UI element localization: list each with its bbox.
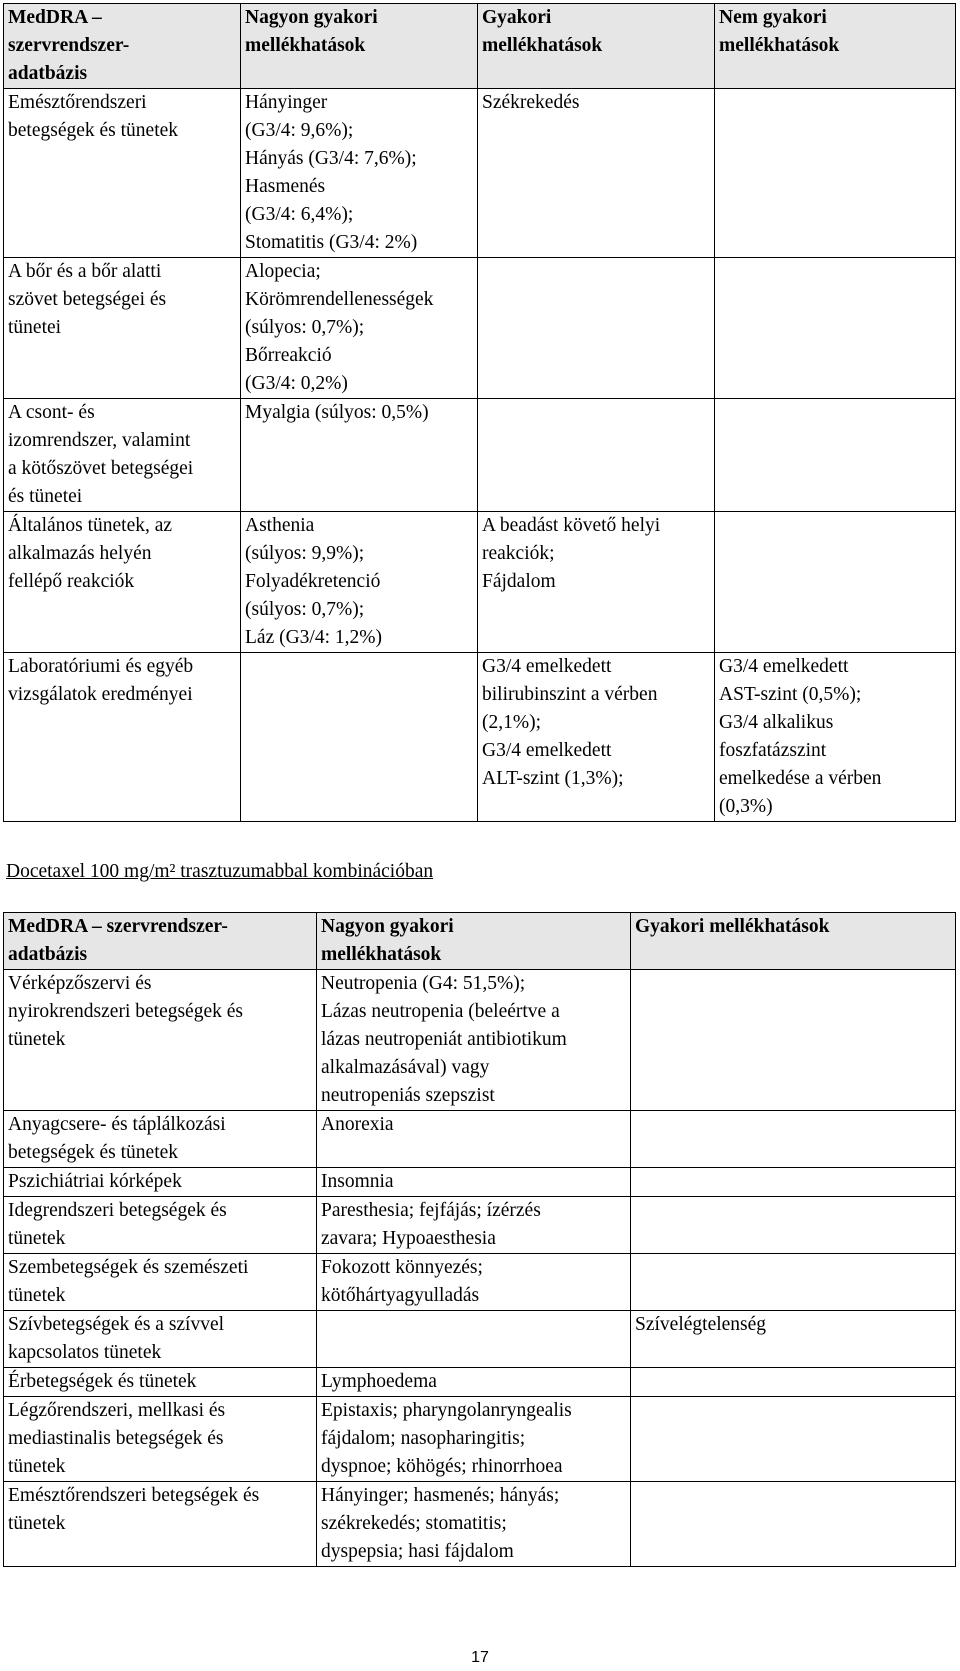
cell-line: dyspepsia; hasi fájdalom bbox=[321, 1541, 514, 1562]
cell-line: emelkedése a vérben bbox=[719, 768, 882, 789]
table-row bbox=[4, 512, 956, 653]
cell-line: bilirubinszint a vérben bbox=[482, 684, 658, 705]
header-common bbox=[478, 4, 715, 89]
header-very-common bbox=[317, 913, 631, 970]
table-header-row bbox=[4, 913, 956, 970]
cell-line: kötőhártyagyulladás bbox=[321, 1285, 480, 1306]
cell-line: (súlyos: 9,9%); bbox=[245, 543, 365, 564]
table-cell bbox=[241, 89, 478, 258]
table-cell bbox=[715, 258, 956, 399]
cell-line: adatbázis bbox=[8, 944, 88, 965]
row-category-cell bbox=[4, 1254, 317, 1311]
table-cell bbox=[478, 89, 715, 258]
cell-line: Székrekedés bbox=[482, 92, 580, 113]
cell-line: Általános tünetek, az bbox=[8, 515, 173, 536]
cell-line: A beadást követő helyi bbox=[482, 515, 661, 536]
cell-line: és tünetei bbox=[8, 486, 83, 507]
cell-line: G3/4 alkalikus bbox=[719, 712, 834, 733]
table-cell bbox=[478, 258, 715, 399]
cell-line: Alopecia; bbox=[245, 261, 321, 282]
table-cell bbox=[631, 1397, 956, 1482]
cell-line: Lázas neutropenia (beleértve a bbox=[321, 1001, 560, 1022]
row-category-cell bbox=[4, 258, 241, 399]
row-category-cell bbox=[4, 1482, 317, 1567]
table-cell bbox=[317, 1111, 631, 1168]
table-row bbox=[4, 1311, 956, 1368]
header-uncommon bbox=[715, 4, 956, 89]
cell-line: szövet betegségei és bbox=[8, 289, 167, 310]
cell-line: Gyakori bbox=[482, 7, 552, 28]
table-row bbox=[4, 653, 956, 822]
table-row bbox=[4, 1368, 956, 1397]
cell-line: ALT-szint (1,3%); bbox=[482, 768, 624, 789]
cell-line: Anorexia bbox=[321, 1114, 394, 1135]
cell-line: Lymphoedema bbox=[321, 1371, 437, 1392]
header-meddra bbox=[4, 913, 317, 970]
cell-line: Emésztőrendszeri bbox=[8, 92, 147, 113]
cell-line: MedDRA – szervrendszer- bbox=[8, 916, 228, 937]
table-row bbox=[4, 89, 956, 258]
cell-line: neutropeniás szepszist bbox=[321, 1085, 495, 1106]
row-category-cell bbox=[4, 1168, 317, 1197]
row-category-cell bbox=[4, 1397, 317, 1482]
table-cell bbox=[715, 512, 956, 653]
cell-line: AST-szint (0,5%); bbox=[719, 684, 862, 705]
cell-line: Neutropenia (G4: 51,5%); bbox=[321, 973, 526, 994]
table-row bbox=[4, 399, 956, 512]
cell-line: Myalgia (súlyos: 0,5%) bbox=[245, 402, 429, 423]
page-number: 17 bbox=[471, 1649, 489, 1666]
table-cell bbox=[241, 258, 478, 399]
table-cell bbox=[478, 653, 715, 822]
adverse-reactions-table-1 bbox=[3, 3, 956, 822]
row-category-cell bbox=[4, 970, 317, 1111]
cell-line: Pszichiátriai kórképek bbox=[8, 1171, 182, 1192]
section-caption: Docetaxel 100 mg/m² trasztuzumabbal kombinációban bbox=[6, 861, 434, 882]
table-cell bbox=[317, 1482, 631, 1567]
cell-line: lázas neutropeniát antibiotikum bbox=[321, 1029, 567, 1050]
cell-line: Nagyon gyakori bbox=[321, 916, 454, 937]
cell-line: Fájdalom bbox=[482, 571, 556, 592]
cell-line: Szembetegségek és szemészeti bbox=[8, 1257, 249, 1278]
adverse-reactions-table-2 bbox=[3, 912, 956, 1567]
table-cell bbox=[241, 399, 478, 512]
cell-line: (G3/4: 9,6%); bbox=[245, 120, 354, 141]
cell-line: foszfatázszint bbox=[719, 740, 827, 761]
table-cell bbox=[631, 970, 956, 1111]
table-cell bbox=[715, 399, 956, 512]
cell-line: Szívelégtelenség bbox=[635, 1314, 767, 1335]
cell-line: Stomatitis (G3/4: 2%) bbox=[245, 232, 418, 253]
table-cell bbox=[478, 512, 715, 653]
cell-line: (0,3%) bbox=[719, 796, 773, 817]
cell-line: Fokozott könnyezés; bbox=[321, 1257, 483, 1278]
row-category-cell bbox=[4, 1368, 317, 1397]
cell-line: alkalmazás helyén bbox=[8, 543, 152, 564]
table-cell bbox=[631, 1311, 956, 1368]
cell-line: Paresthesia; fejfájás; ízérzés bbox=[321, 1200, 541, 1221]
cell-line: Emésztőrendszeri betegségek és bbox=[8, 1485, 260, 1506]
cell-line: a kötőszövet betegségei bbox=[8, 458, 194, 479]
table-row bbox=[4, 1168, 956, 1197]
row-category-cell bbox=[4, 399, 241, 512]
table-cell bbox=[631, 1168, 956, 1197]
row-category-cell bbox=[4, 89, 241, 258]
cell-line: Gyakori mellékhatások bbox=[635, 916, 830, 937]
header-very-common bbox=[241, 4, 478, 89]
table-cell bbox=[715, 89, 956, 258]
cell-line: Bőrreakció bbox=[245, 345, 332, 366]
cell-line: fellépő reakciók bbox=[8, 571, 135, 592]
cell-line: kapcsolatos tünetek bbox=[8, 1342, 162, 1363]
cell-line: tünetek bbox=[8, 1513, 66, 1534]
cell-line: fájdalom; nasopharingitis; bbox=[321, 1428, 526, 1449]
cell-line: (G3/4: 0,2%) bbox=[245, 373, 348, 394]
cell-line: Légzőrendszeri, mellkasi és bbox=[8, 1400, 226, 1421]
cell-line: mellékhatások bbox=[245, 35, 366, 56]
table-cell bbox=[631, 1111, 956, 1168]
table-cell bbox=[241, 653, 478, 822]
cell-line: tünetek bbox=[8, 1285, 66, 1306]
cell-line: Epistaxis; pharyngolanryngealis bbox=[321, 1400, 572, 1421]
cell-line: mellékhatások bbox=[321, 944, 442, 965]
cell-line: Nagyon gyakori bbox=[245, 7, 378, 28]
cell-line: Idegrendszeri betegségek és bbox=[8, 1200, 227, 1221]
cell-line: MedDRA – bbox=[8, 7, 102, 28]
cell-line: Laboratóriumi és egyéb bbox=[8, 656, 194, 677]
table-cell bbox=[317, 1311, 631, 1368]
cell-line: szervrendszer- bbox=[8, 35, 130, 56]
cell-line: Insomnia bbox=[321, 1171, 394, 1192]
cell-line: tünetek bbox=[8, 1029, 66, 1050]
table-cell bbox=[631, 1197, 956, 1254]
cell-line: izomrendszer, valamint bbox=[8, 430, 191, 451]
cell-line: Érbetegségek és tünetek bbox=[8, 1371, 197, 1392]
cell-line: mediastinalis betegségek és bbox=[8, 1428, 224, 1449]
table-body bbox=[4, 970, 956, 1567]
cell-line: A bőr és a bőr alatti bbox=[8, 261, 162, 282]
cell-line: Hányinger; hasmenés; hányás; bbox=[321, 1485, 560, 1506]
cell-line: Asthenia bbox=[245, 515, 315, 536]
cell-line: Nem gyakori bbox=[719, 7, 827, 28]
table-cell bbox=[631, 1368, 956, 1397]
cell-line: mellékhatások bbox=[482, 35, 603, 56]
cell-line: G3/4 emelkedett bbox=[719, 656, 849, 677]
cell-line: alkalmazásával) vagy bbox=[321, 1057, 490, 1078]
cell-line: zavara; Hypoaesthesia bbox=[321, 1228, 496, 1249]
row-category-cell bbox=[4, 1311, 317, 1368]
cell-line: (G3/4: 6,4%); bbox=[245, 204, 354, 225]
table-cell bbox=[715, 653, 956, 822]
cell-line: nyirokrendszeri betegségek és bbox=[8, 1001, 243, 1022]
cell-line: Hasmenés bbox=[245, 176, 326, 197]
table-row bbox=[4, 258, 956, 399]
table-cell bbox=[317, 1197, 631, 1254]
cell-line: Körömrendellenességek bbox=[245, 289, 434, 310]
table-header-row bbox=[4, 4, 956, 89]
cell-line: Vérképzőszervi és bbox=[8, 973, 152, 994]
cell-line: dyspnoe; köhögés; rhinorrhoea bbox=[321, 1456, 563, 1477]
cell-line: tünetei bbox=[8, 317, 62, 338]
table-row bbox=[4, 970, 956, 1111]
header-meddra bbox=[4, 4, 241, 89]
table-cell bbox=[241, 512, 478, 653]
cell-line: betegségek és tünetek bbox=[8, 120, 179, 141]
table-body bbox=[4, 89, 956, 822]
table-row bbox=[4, 1482, 956, 1567]
cell-line: G3/4 emelkedett bbox=[482, 740, 612, 761]
table-row bbox=[4, 1197, 956, 1254]
table-cell bbox=[631, 1482, 956, 1567]
row-category-cell bbox=[4, 512, 241, 653]
cell-line: A csont- és bbox=[8, 402, 95, 423]
cell-line: betegségek és tünetek bbox=[8, 1142, 179, 1163]
cell-line: adatbázis bbox=[8, 63, 88, 84]
table-cell bbox=[317, 1168, 631, 1197]
cell-line: reakciók; bbox=[482, 543, 555, 564]
table-cell bbox=[317, 1368, 631, 1397]
table-cell bbox=[478, 399, 715, 512]
cell-line: székrekedés; stomatitis; bbox=[321, 1513, 507, 1534]
cell-line: (súlyos: 0,7%); bbox=[245, 317, 365, 338]
cell-line: Szívbetegségek és a szívvel bbox=[8, 1314, 225, 1335]
cell-line: Hányinger bbox=[245, 92, 328, 113]
table-row bbox=[4, 1254, 956, 1311]
cell-line: Láz (G3/4: 1,2%) bbox=[245, 627, 382, 648]
table-cell bbox=[317, 1397, 631, 1482]
cell-line: G3/4 emelkedett bbox=[482, 656, 612, 677]
cell-line: tünetek bbox=[8, 1228, 66, 1249]
row-category-cell bbox=[4, 653, 241, 822]
row-category-cell bbox=[4, 1111, 317, 1168]
table-cell bbox=[631, 1254, 956, 1311]
table-cell bbox=[317, 1254, 631, 1311]
table-row bbox=[4, 1111, 956, 1168]
header-common bbox=[631, 913, 956, 970]
cell-line: mellékhatások bbox=[719, 35, 840, 56]
cell-line: Hányás (G3/4: 7,6%); bbox=[245, 148, 417, 169]
cell-line: Folyadékretenció bbox=[245, 571, 381, 592]
cell-line: vizsgálatok eredményei bbox=[8, 684, 193, 705]
cell-line: (súlyos: 0,7%); bbox=[245, 599, 365, 620]
table-cell bbox=[317, 970, 631, 1111]
cell-line: (2,1%); bbox=[482, 712, 542, 733]
cell-line: Anyagcsere- és táplálkozási bbox=[8, 1114, 226, 1135]
row-category-cell bbox=[4, 1197, 317, 1254]
table-row bbox=[4, 1397, 956, 1482]
cell-line: tünetek bbox=[8, 1456, 66, 1477]
